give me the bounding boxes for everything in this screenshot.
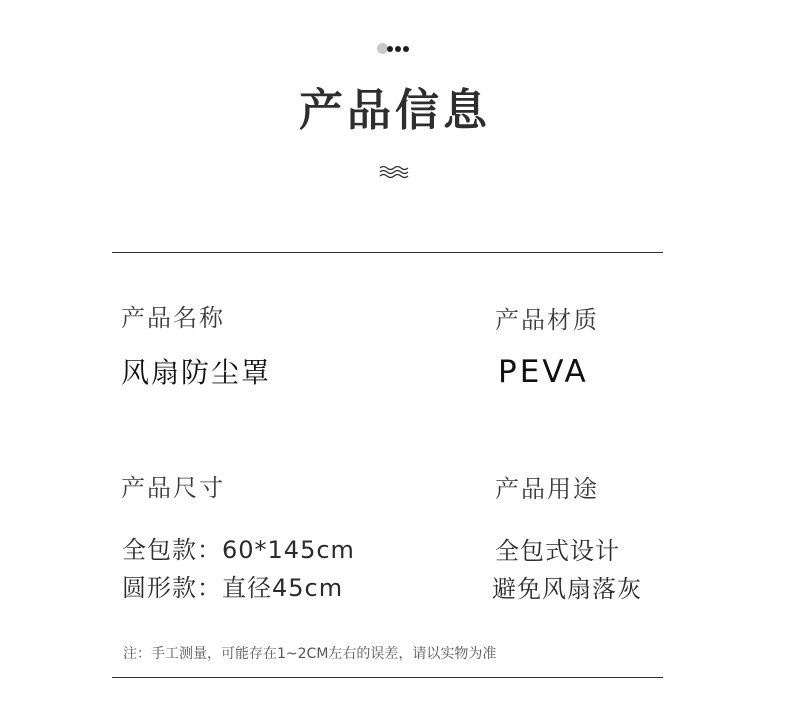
product-name-label: 产品名称: [121, 304, 225, 332]
usage-line-1: 全包式设计: [495, 537, 620, 565]
product-name-value: 风扇防尘罩: [121, 356, 272, 389]
dot: [387, 46, 393, 52]
page-title: 产品信息: [299, 85, 491, 136]
size-round: 圆形款：直径45cm: [122, 574, 344, 602]
dot: [403, 46, 409, 52]
top-divider: [112, 252, 663, 253]
measurement-note: 注：手工测量，可能存在1~2CM左右的误差，请以实物为准: [123, 646, 497, 662]
wave-icon: [379, 164, 411, 180]
usage-label: 产品用途: [495, 475, 599, 503]
bottom-divider: [112, 677, 663, 678]
usage-line-2: 避免风扇落灰: [492, 575, 642, 603]
size-label: 产品尺寸: [121, 474, 225, 502]
material-value: PEVA: [498, 354, 589, 390]
material-label: 产品材质: [495, 306, 599, 334]
size-full-cover: 全包款：60*145cm: [122, 536, 355, 564]
dots-indicator-icon: [377, 43, 417, 55]
dot: [395, 46, 401, 52]
